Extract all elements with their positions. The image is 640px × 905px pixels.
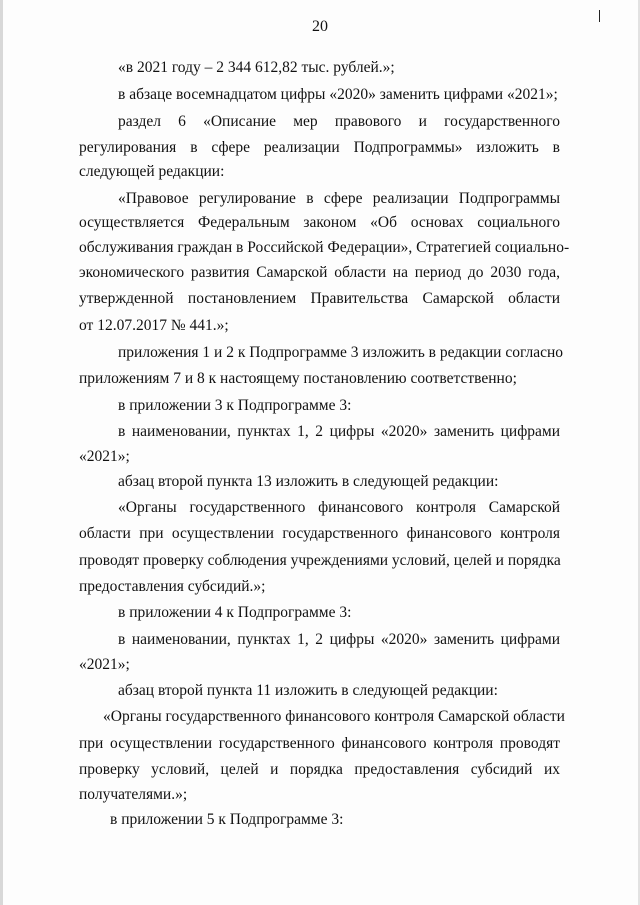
text-line: предоставления субсидий.»; — [79, 578, 266, 595]
text-line: абзац второй пункта 13 изложить в следующей редакции: — [118, 473, 499, 490]
text-line: экономического развития Самарской области на период до 2030 года, — [79, 264, 560, 281]
text-line: проводят проверку соблюдения учреждениями условий, целей и порядка — [79, 552, 561, 569]
text-line: «Правовое регулирование в сфере реализации Подпрограммы — [118, 190, 560, 207]
text-line: «2021»; — [79, 448, 130, 465]
text-line: проверку условий, целей и порядка предоставления субсидий их — [79, 761, 560, 778]
scan-left-edge — [0, 0, 3, 905]
text-line: «Органы государственного финансового контроля Самарской — [118, 499, 560, 516]
text-line: при осуществлении государственного финансового контроля проводят — [79, 735, 560, 752]
text-line: получателями.»; — [79, 786, 188, 803]
text-line: приложения 1 и 2 к Подпрограмме 3 изложить в редакции согласно — [118, 344, 564, 361]
page-number: 20 — [312, 18, 328, 35]
text-line: следующей редакции: — [79, 163, 225, 180]
text-line: раздел 6 «Описание мер правового и государственного — [118, 113, 560, 130]
text-line: от 12.07.2017 № 441.»; — [79, 317, 229, 334]
text-line: абзац второй пункта 11 изложить в следующей редакции: — [118, 682, 498, 699]
text-line: «2021»; — [79, 656, 130, 673]
text-line: в приложении 4 к Подпрограмме 3: — [118, 604, 352, 621]
text-line: в приложении 5 к Подпрограмме 3: — [110, 811, 344, 828]
text-line: в наименовании, пунктах 1, 2 цифры «2020» заменить цифрами — [118, 631, 560, 648]
text-line: приложениям 7 и 8 к настоящему постановлению соответственно; — [79, 370, 517, 387]
text-line: осуществляется Федеральным законом «Об основах социального — [79, 214, 560, 231]
text-line: в наименовании, пунктах 1, 2 цифры «2020» заменить цифрами — [118, 423, 560, 440]
text-line: области при осуществлении государственного финансового контроля — [79, 525, 560, 542]
text-line: утвержденной постановлением Правительства Самарской области — [79, 290, 560, 307]
text-line: «в 2021 году – 2 344 612,82 тыс. рублей.»; — [118, 59, 395, 76]
text-line: в абзаце восемнадцатом цифры «2020» заменить цифрами «2021»; — [118, 86, 558, 103]
text-line: в приложении 3 к Подпрограмме 3: — [118, 397, 352, 414]
text-line: «Органы государственного финансового контроля Самарской области — [103, 708, 565, 725]
text-line: регулирования в сфере реализации Подпрограммы» изложить в — [79, 139, 560, 156]
text-line: обслуживания граждан в Российской Федерации», Стратегией социально- — [79, 239, 570, 256]
